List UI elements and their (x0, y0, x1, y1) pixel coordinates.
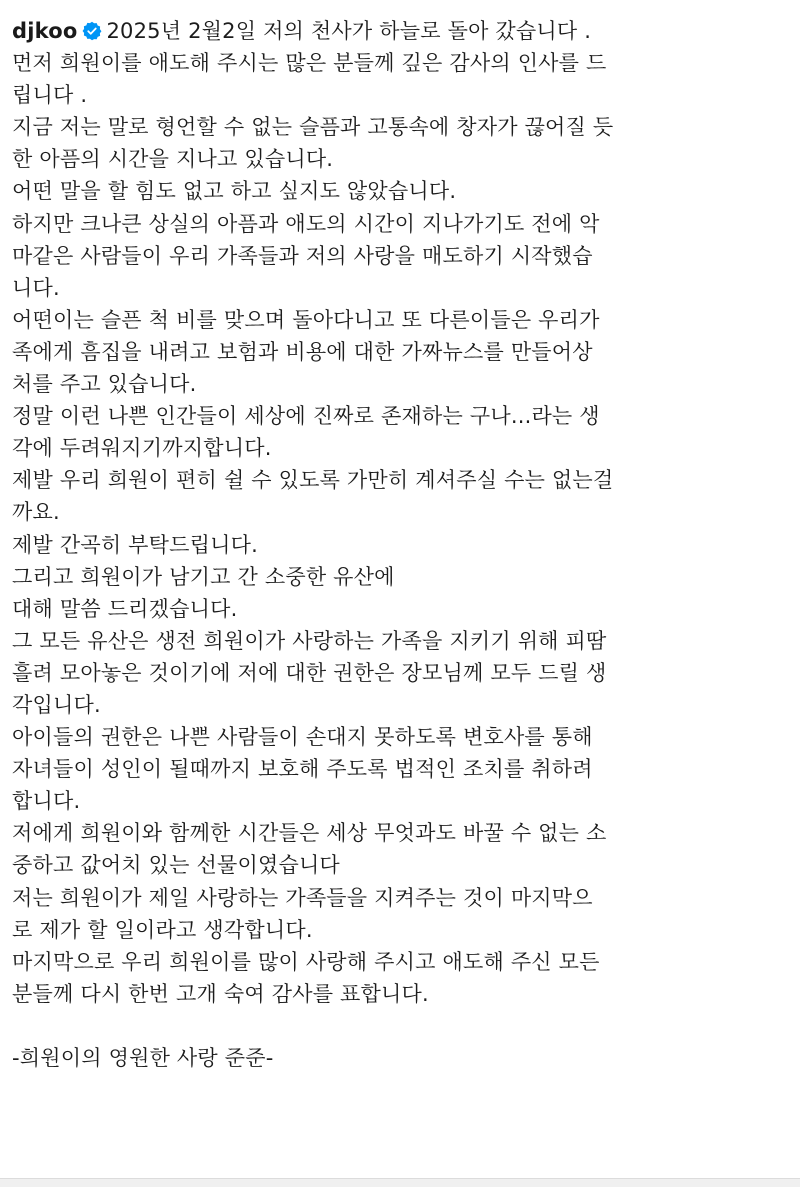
caption-line: 중하고 값어치 있는 선물이였습니다 (12, 853, 340, 878)
caption-line: 립니다 . (12, 83, 88, 108)
caption-line: 대해 말씀 드리겠습니다. (12, 596, 238, 621)
caption-line: 니다. (12, 275, 60, 300)
caption-line: 저에게 희원이와 함께한 시간들은 세상 무엇과도 바꿀 수 없는 소 (12, 821, 607, 846)
bottom-divider (0, 1178, 800, 1187)
caption-line: 마지막으로 우리 희원이를 많이 사랑해 주시고 애도해 주신 모든 (12, 949, 600, 974)
caption-line: 마같은 사람들이 우리 가족들과 저의 사랑을 매도하기 시작했습 (12, 243, 593, 268)
caption-line: 아이들의 권한은 나쁜 사람들이 손대지 못하도록 변호사를 통해 (12, 725, 593, 750)
username-link[interactable]: djkoo (12, 19, 78, 43)
caption-first-line (12, 15, 788, 47)
caption-line: 어떤이는 슬픈 척 비를 맞으며 돌아다니고 또 다른이들은 우리가 (12, 307, 600, 332)
caption-line: 흘려 모아놓은 것이기에 저에 대한 권한은 장모님께 모두 드릴 생 (12, 660, 607, 685)
caption-line: 제발 우리 희원이 편히 쉴 수 있도록 가만히 계셔주실 수는 없는걸 (12, 468, 614, 493)
caption-line: 그리고 희원이가 남기고 간 소중한 유산에 (12, 564, 395, 589)
caption-line: 처를 주고 있습니다. (12, 372, 197, 397)
caption-line: 2025년 2월2일 저의 천사가 하늘로 돌아 갔습니다 . (106, 19, 592, 43)
caption-line: 합니다. (12, 789, 81, 814)
caption-line: 분들께 다시 한번 고개 숙여 감사를 표합니다. (12, 981, 429, 1006)
caption-line: 지금 저는 말로 형언할 수 없는 슬픔과 고통속에 창자가 끊어질 듯 (12, 115, 614, 140)
caption-line: 그 모든 유산은 생전 희원이가 사랑하는 가족을 지키기 위해 피땀 (12, 628, 607, 653)
caption-signature: -희원이의 영원한 사랑 준준- (12, 1046, 274, 1070)
caption-line: 정말 이런 나쁜 인간들이 세상에 진짜로 존재하는 구나...라는 생 (12, 404, 600, 429)
caption-text (12, 15, 788, 1074)
verified-badge-icon (82, 21, 102, 41)
caption-line: 한 아픔의 시간을 지나고 있습니다. (12, 147, 334, 172)
caption-line: 까요. (12, 500, 60, 525)
caption-line: 자녀들이 성인이 될때까지 보호해 주도록 법적인 조치를 취하려 (12, 757, 593, 782)
caption-line: 각입니다. (12, 692, 101, 717)
caption-line: 하지만 크나큰 상실의 아픔과 애도의 시간이 지나가기도 전에 악 (12, 211, 600, 236)
caption-line: 각에 두려워지기까지합니다. (12, 436, 272, 461)
caption-line: 제발 간곡히 부탁드립니다. (12, 532, 258, 557)
caption-blank-line (12, 1010, 788, 1042)
caption-line: 먼저 희원이를 애도해 주시는 많은 분들께 깊은 감사의 인사를 드 (12, 51, 607, 76)
caption-line: 족에게 흠집을 내려고 보험과 비용에 대한 가짜뉴스를 만들어상 (12, 339, 593, 364)
caption-line: 어떤 말을 할 힘도 없고 하고 싶지도 않았습니다. (12, 179, 457, 204)
caption-line: 로 제가 할 일이라고 생각합니다. (12, 917, 313, 942)
caption-line: 저는 희원이가 제일 사랑하는 가족들을 지켜주는 것이 마지막으 (12, 885, 593, 910)
